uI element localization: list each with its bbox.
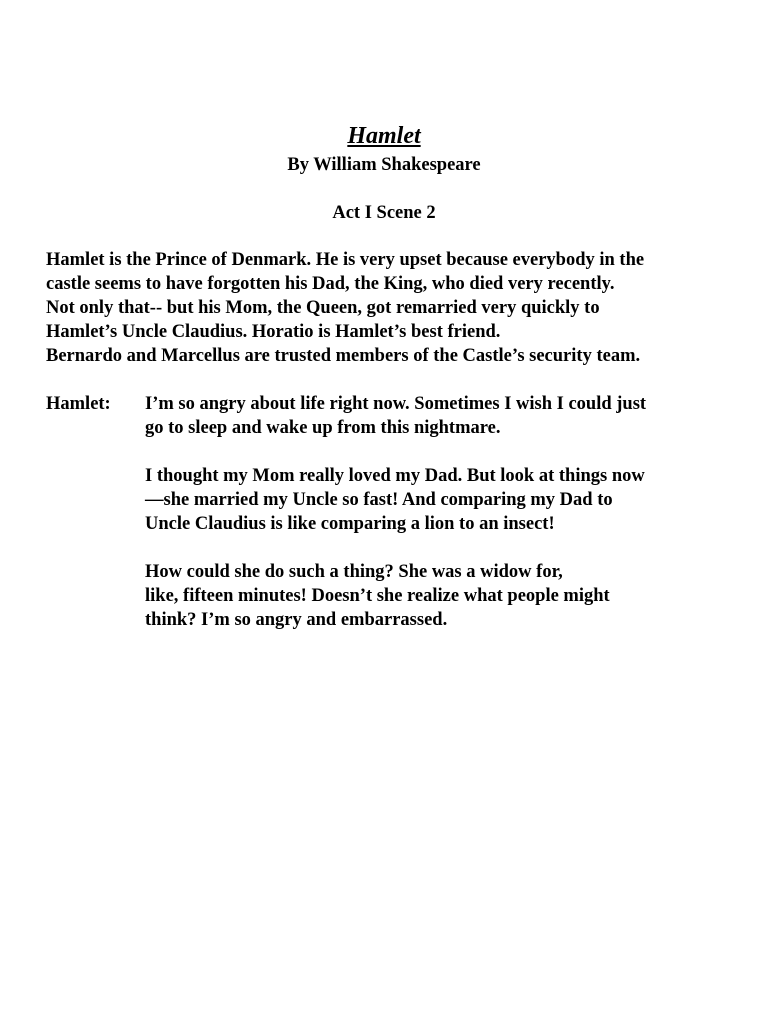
speaker-name: Hamlet: xyxy=(46,394,111,414)
speech-line: think? I’m so angry and embarrassed. xyxy=(145,610,448,630)
speech-line: How could she do such a thing? She was a widow for, xyxy=(145,562,563,582)
speech-paragraph xyxy=(145,560,745,632)
speech-line: Uncle Claudius is like comparing a lion to an insect! xyxy=(145,514,555,534)
intro-line: Not only that-- but his Mom, the Queen, got remarried very quickly to xyxy=(46,298,600,318)
act-scene-heading: Act I Scene 2 xyxy=(332,203,436,223)
intro-line: castle seems to have forgotten his Dad, the King, who died very recently. xyxy=(46,274,615,294)
speech-line: like, fifteen minutes! Doesn’t she realize what people might xyxy=(145,586,610,606)
intro-paragraph xyxy=(46,248,746,368)
speech-paragraphs xyxy=(145,392,745,656)
speech-line: go to sleep and wake up from this nightmare. xyxy=(145,418,501,438)
intro-line: Bernardo and Marcellus are trusted members of the Castle’s security team. xyxy=(46,346,641,366)
document-title: Hamlet xyxy=(347,123,421,149)
author-byline: By William Shakespeare xyxy=(287,155,481,175)
speech-line: —she married my Uncle so fast! And comparing my Dad to xyxy=(145,490,613,510)
speech-line: I’m so angry about life right now. Sometimes I wish I could just xyxy=(145,394,647,414)
speech-paragraph xyxy=(145,464,745,536)
speech-line: I thought my Mom really loved my Dad. But look at things now xyxy=(145,466,645,486)
intro-line: Hamlet is the Prince of Denmark. He is very upset because everybody in the xyxy=(46,250,645,270)
speech-paragraph xyxy=(145,392,745,440)
intro-line: Hamlet’s Uncle Claudius. Horatio is Hamlet’s best friend. xyxy=(46,322,501,342)
